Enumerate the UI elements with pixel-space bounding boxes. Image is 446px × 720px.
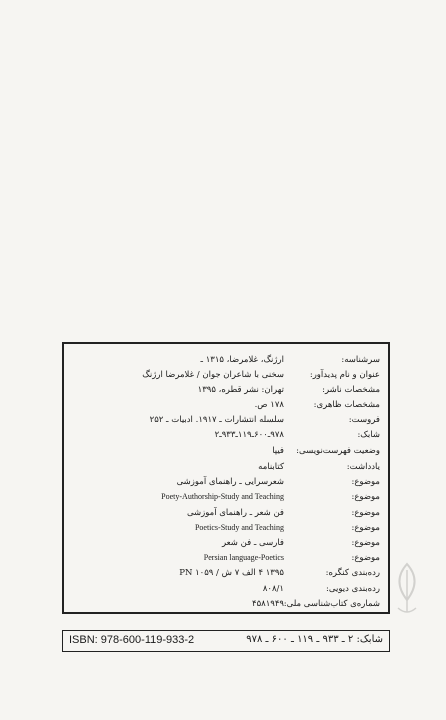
- cip-row: [64, 383, 388, 397]
- cip-field-label: فروست:: [348, 415, 380, 425]
- cip-field-value: سخنی با شاعران جوان / غلامرضا ارژنگ: [142, 370, 284, 380]
- cip-field-label: موضوع:: [351, 553, 380, 563]
- isbn-box: [62, 630, 390, 652]
- cip-field-label: موضوع:: [351, 538, 380, 548]
- cip-field-label: مشخصات ظاهری:: [313, 400, 380, 410]
- cip-row: [64, 460, 388, 474]
- cip-row: [64, 490, 388, 504]
- cip-field-value: ۱۳۹۵ ۴ الف ۷ ش / PN ۱۰۵۹: [179, 568, 284, 578]
- cip-row: [64, 536, 388, 550]
- cip-field-label: رده‌بندی دیویی:: [326, 584, 380, 594]
- cip-field-value: Poety-Authorship-Study and Teaching: [161, 492, 284, 501]
- cip-field-label: موضوع:: [351, 492, 380, 502]
- cip-row: [64, 551, 388, 565]
- cip-row: [64, 597, 388, 611]
- cip-row: [64, 566, 388, 580]
- isbn-english: ISBN: 978-600-119-933-2: [69, 634, 195, 646]
- cip-field-value: کتابنامه: [258, 462, 284, 472]
- cip-field-value: ارژنگ، غلامرضا، ۱۳۱۵ ـ: [200, 355, 284, 365]
- cip-row: [64, 521, 388, 535]
- cip-field-value: فارسی ـ فن شعر: [221, 538, 284, 548]
- publisher-logo-watermark-icon: [388, 560, 426, 620]
- cip-field-value: ۹۷۸ـ۶۰۰ـ۱۱۹ـ۹۳۳ـ۲: [214, 430, 284, 440]
- cip-catalog-box: [62, 342, 390, 614]
- cip-field-value: سلسله انتشارات ـ ۱۹۱۷. ادبیات ـ ۲۵۲: [149, 415, 284, 425]
- cip-row: [64, 582, 388, 596]
- cip-row: [64, 413, 388, 427]
- cip-field-value: ۱۷۸ ص.: [254, 400, 284, 410]
- cip-field-label: شماره‌ی کتاب‌شناسی ملی:: [283, 599, 380, 609]
- cip-field-value: فن شعر ـ راهنمای آموزشی: [186, 508, 284, 518]
- cip-row: [64, 353, 388, 367]
- cip-field-value: فیپا: [272, 446, 284, 456]
- cip-field-label: موضوع:: [351, 523, 380, 533]
- cip-row: [64, 506, 388, 520]
- cip-field-label: یادداشت:: [346, 462, 380, 472]
- cip-field-label: وضعیت فهرست‌نویسی:: [296, 446, 380, 456]
- cip-field-value: Persian language-Poetics: [203, 553, 284, 562]
- isbn-persian: شابک: ۲ ـ ۹۳۳ ـ ۱۱۹ ـ ۶۰۰ ـ ۹۷۸: [246, 634, 383, 645]
- cip-field-label: موضوع:: [351, 477, 380, 487]
- cip-field-label: موضوع:: [351, 508, 380, 518]
- cip-row: [64, 368, 388, 382]
- cip-field-value: تهران: نشر قطره، ۱۳۹۵: [197, 385, 284, 395]
- cip-field-label: مشخصات ناشر:: [322, 385, 380, 395]
- cip-row: [64, 428, 388, 442]
- cip-field-label: شابک:: [357, 430, 380, 440]
- cip-field-value: شعرسرایی ـ راهنمای آموزشی: [176, 477, 284, 487]
- cip-field-value: ۸۰۸/۱: [262, 584, 284, 594]
- cip-row: [64, 398, 388, 412]
- cip-field-label: سرشناسه:: [341, 355, 380, 365]
- cip-row: [64, 444, 388, 458]
- cip-row: [64, 475, 388, 489]
- cip-field-value: ۴۵۸۱۹۴۹: [252, 599, 284, 609]
- cip-field-value: Poetics-Study and Teaching: [194, 523, 284, 532]
- cip-field-label: رده‌بندی کنگره:: [325, 568, 380, 578]
- cip-field-label: عنوان و نام پدیدآور:: [309, 370, 380, 380]
